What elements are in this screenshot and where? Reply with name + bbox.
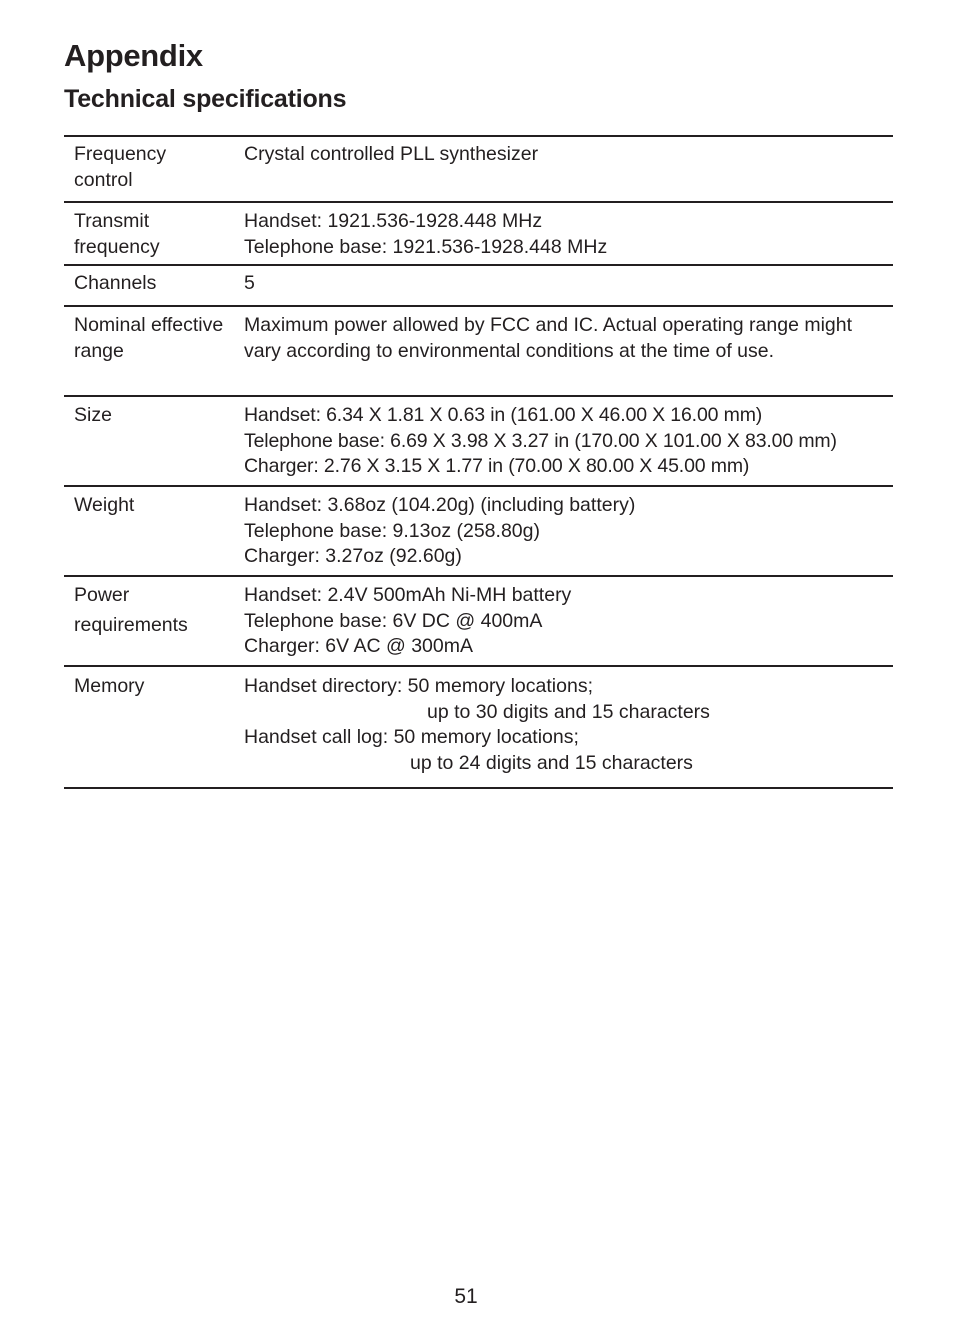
spec-value-line: Crystal controlled PLL synthesizer [244,143,539,165]
spec-label: Size [74,404,112,426]
spec-value [244,313,893,364]
spec-label-line: Power [74,584,130,606]
spec-value-line: Charger: 2.76 X 3.15 X 1.77 in (70.00 X 80.00 X 45.00 mm) [244,455,750,477]
spec-row-channels [64,266,893,307]
spec-value-line: 5 [244,272,255,294]
spec-row-size [64,397,893,487]
specifications-table [64,135,893,789]
spec-label: Transmit frequency [74,210,160,258]
spec-label: Nominal effective range [74,314,224,362]
spec-value-line: up to 30 digits and 15 characters [427,700,710,723]
spec-value-line: Handset: 2.4V 500mAh Ni-MH battery [244,584,572,606]
section-subtitle: Technical specifications [64,85,347,113]
spec-label: Channels [74,272,157,294]
spec-value [244,493,893,570]
spec-row-transmit-frequency [64,203,893,266]
spec-value-line: Handset directory: 50 memory locations; [244,675,593,697]
spec-label: Weight [74,494,135,516]
spec-value-line: Telephone base: 6V DC @ 400mA [244,609,543,632]
page-number: 51 [454,1285,478,1308]
spec-value-line: Charger: 6V AC @ 300mA [244,635,473,657]
spec-value [244,209,893,260]
spec-value [244,142,893,168]
spec-value-line: Handset: 6.34 X 1.81 X 0.63 in (161.00 X 46.00 X 16.00 mm) [244,404,763,426]
spec-label-line: requirements [74,613,188,636]
page-title: Appendix [64,38,203,73]
spec-row-frequency-control [64,137,893,203]
spec-value [244,674,893,776]
spec-value [244,271,893,297]
spec-value-line: Telephone base: 9.13oz (258.80g) [244,519,540,542]
spec-row-weight [64,487,893,577]
spec-label [74,583,234,638]
spec-label: Memory [74,675,145,697]
spec-value-line: Handset: 1921.536-1928.448 MHz [244,210,543,232]
spec-value [244,403,893,480]
spec-value-line: Charger: 3.27oz (92.60g) [244,545,462,567]
spec-value-line: Telephone base: 1921.536-1928.448 MHz [244,235,608,258]
spec-value-line: Telephone base: 6.69 X 3.98 X 3.27 in (170.00 X 101.00 X 83.00 mm) [244,429,837,452]
spec-row-nominal-effective-range [64,307,893,397]
spec-value-line: Handset: 3.68oz (104.20g) (including battery) [244,494,636,516]
spec-value-text: Maximum power allowed by FCC and IC. Actual operating range might vary according to environmental conditions at the time of use. [244,314,853,362]
spec-value-line: Handset call log: 50 memory locations; [244,726,579,748]
spec-label: Frequency control [74,143,167,191]
spec-value-line: up to 24 digits and 15 characters [410,751,693,774]
spec-row-memory [64,667,893,789]
spec-row-power-requirements [64,577,893,667]
spec-value [244,583,893,660]
